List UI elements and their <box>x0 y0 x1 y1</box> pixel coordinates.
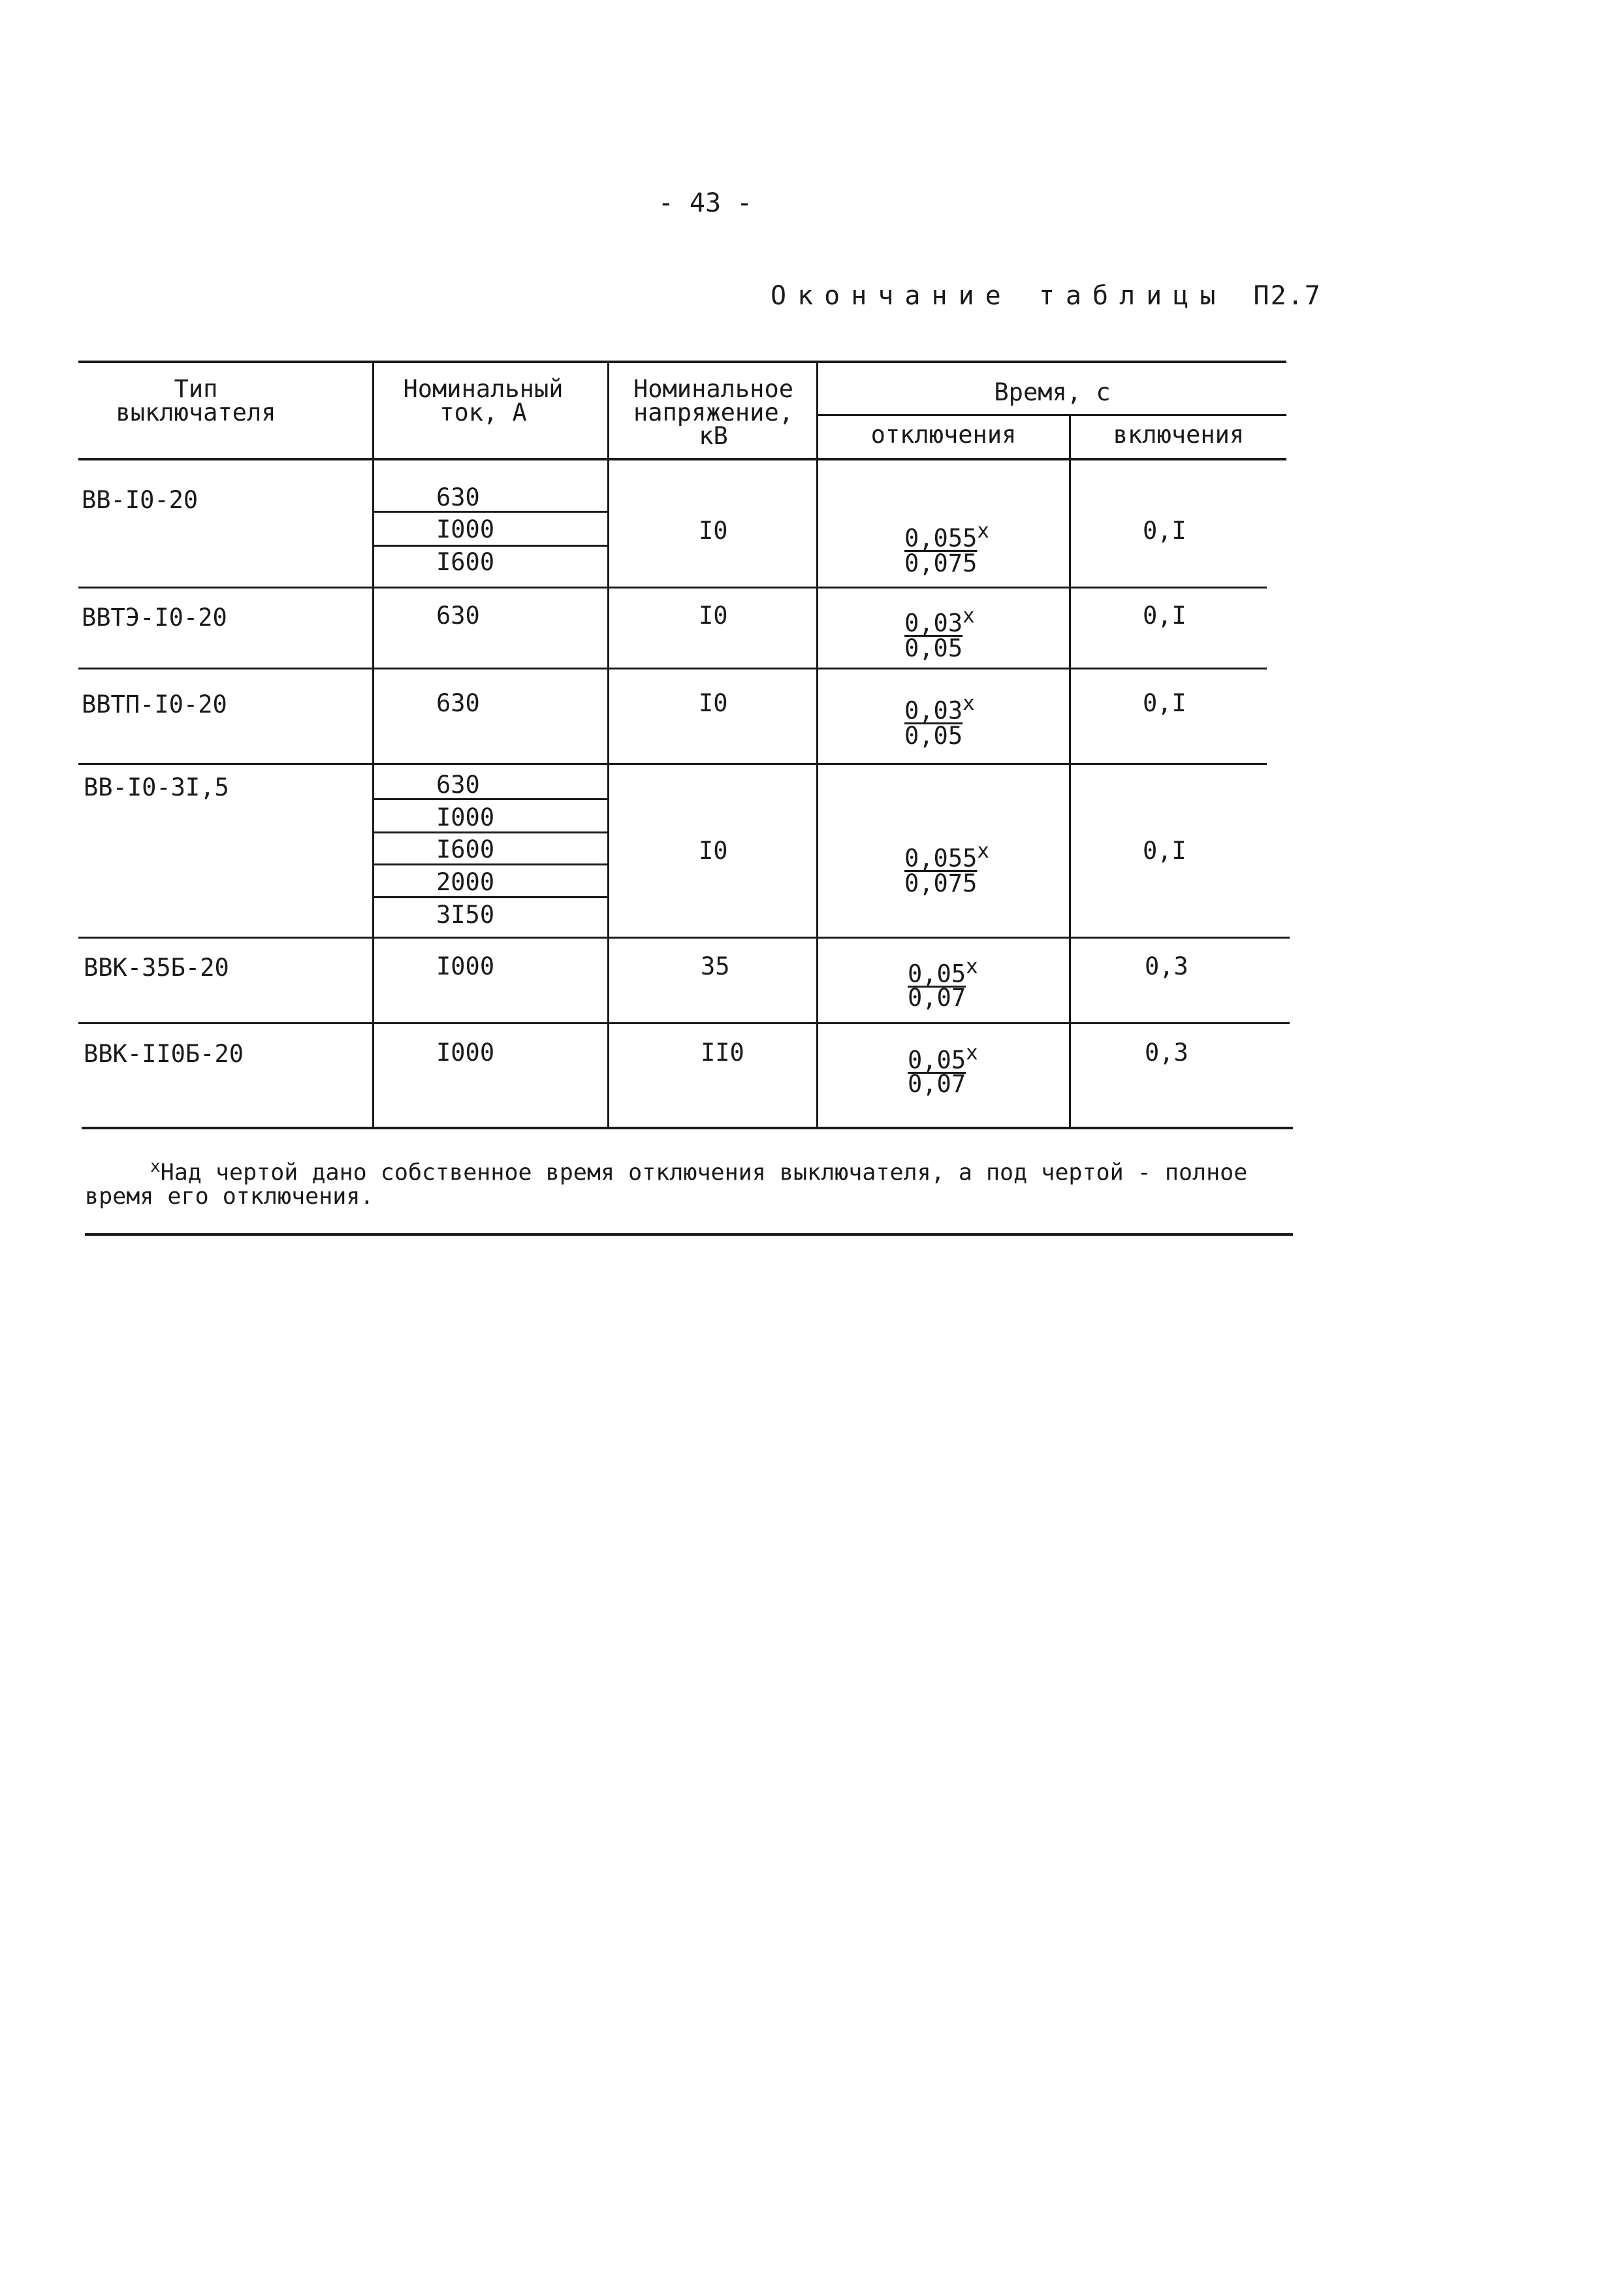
time-off-own <box>904 517 989 552</box>
time-off-own <box>904 602 975 637</box>
voltage-value: II0 <box>701 1039 744 1067</box>
breaker-type: ВВТЭ-I0-20 <box>82 604 227 632</box>
current-value: 630 <box>436 771 480 799</box>
current-value: 630 <box>436 483 480 511</box>
time-on-value: 0,I <box>1143 602 1186 630</box>
current-subrule <box>374 896 608 898</box>
table-caption-text: Окончание таблицы <box>771 281 1227 311</box>
time-off-full: 0,05 <box>904 722 963 750</box>
time-on-value: 0,I <box>1143 689 1186 717</box>
time-off-own <box>908 953 978 988</box>
breaker-type: ВВТП-I0-20 <box>82 690 227 718</box>
breaker-type: ВВ-I0-20 <box>82 486 199 514</box>
breaker-type: ВВ-I0-3I,5 <box>84 773 229 801</box>
current-subrule <box>374 831 608 833</box>
header-time-off: отключения <box>870 421 1017 449</box>
header-voltage: Номинальное напряжение, кВ <box>633 375 794 450</box>
footnote-mark: x <box>966 955 978 978</box>
voltage-value: I0 <box>699 689 728 717</box>
footnote-mark: x <box>977 519 989 543</box>
breaker-type: ВВК-35Б-20 <box>84 954 229 982</box>
row-rule <box>78 587 1267 589</box>
current-value: 630 <box>436 689 480 717</box>
footnote-mark: x <box>150 1157 161 1176</box>
footnote-mark: x <box>963 692 975 715</box>
time-off-full: 0,07 <box>908 1070 966 1098</box>
time-off-full: 0,05 <box>904 634 963 662</box>
time-off-full: 0,075 <box>904 549 978 577</box>
time-on-value: 0,I <box>1143 837 1186 865</box>
footnote-mark: x <box>963 604 975 628</box>
table-bottom-rule <box>82 1127 1293 1129</box>
time-on-value: 0,I <box>1143 517 1186 545</box>
current-value: I000 <box>436 803 495 831</box>
header-current: Номинальный ток, А <box>403 375 564 427</box>
row-rule <box>78 1022 1290 1024</box>
voltage-value: I0 <box>699 517 728 545</box>
current-value: I000 <box>436 1039 495 1067</box>
time-off-own-value: 0,05 <box>908 1046 966 1074</box>
row-rule <box>78 668 1267 669</box>
time-off-own <box>904 690 975 724</box>
current-value: I600 <box>436 835 495 863</box>
time-header-rule <box>818 414 1286 416</box>
table-top-rule <box>78 361 1286 363</box>
column-rule <box>372 361 374 1129</box>
breaker-type: ВВК-II0Б-20 <box>84 1040 244 1068</box>
footnote <box>85 1155 1299 1208</box>
time-off-own-value: 0,03 <box>904 696 963 725</box>
header-time-on: включения <box>1113 421 1245 449</box>
current-subrule <box>374 511 608 513</box>
time-off-own <box>908 1039 978 1074</box>
voltage-value: I0 <box>699 837 728 865</box>
header-bottom-rule <box>78 458 1286 460</box>
time-off-own-value: 0,05 <box>908 960 966 988</box>
current-value: 3I50 <box>436 901 495 929</box>
header-time: Время, с <box>994 378 1111 406</box>
current-value: I600 <box>436 548 495 576</box>
time-off-own-value: 0,055 <box>904 524 978 553</box>
time-off-full: 0,075 <box>904 869 978 897</box>
header-type: Тип выключателя <box>116 375 276 427</box>
current-value: 2000 <box>436 868 495 896</box>
time-off-own-value: 0,055 <box>904 844 978 873</box>
footnote-text: Над чертой дано собственное время отключения выключателя, а под чертой - полное время его отключения. <box>85 1159 1248 1210</box>
time-off-own <box>904 837 989 872</box>
column-rule <box>816 361 818 1129</box>
footnote-rule <box>85 1233 1293 1236</box>
column-rule <box>607 361 609 1129</box>
footnote-mark: x <box>966 1041 978 1065</box>
voltage-value: 35 <box>701 952 730 980</box>
page-number: - 43 - <box>658 188 753 218</box>
time-off-own-value: 0,03 <box>904 609 963 637</box>
time-on-value: 0,3 <box>1145 952 1188 980</box>
time-on-value: 0,3 <box>1145 1039 1188 1067</box>
time-off-full: 0,07 <box>908 984 966 1012</box>
voltage-value: I0 <box>699 602 728 630</box>
table-caption-number: П2.7 <box>1253 281 1322 311</box>
row-rule <box>78 763 1267 765</box>
current-subrule <box>374 863 608 865</box>
footnote-mark: x <box>977 839 989 863</box>
row-rule <box>78 937 1290 939</box>
current-value: 630 <box>436 602 480 630</box>
current-value: I000 <box>436 952 495 980</box>
current-subrule <box>374 545 608 547</box>
current-subrule <box>374 798 608 800</box>
current-value: I000 <box>436 515 495 543</box>
column-rule <box>1069 414 1071 1129</box>
